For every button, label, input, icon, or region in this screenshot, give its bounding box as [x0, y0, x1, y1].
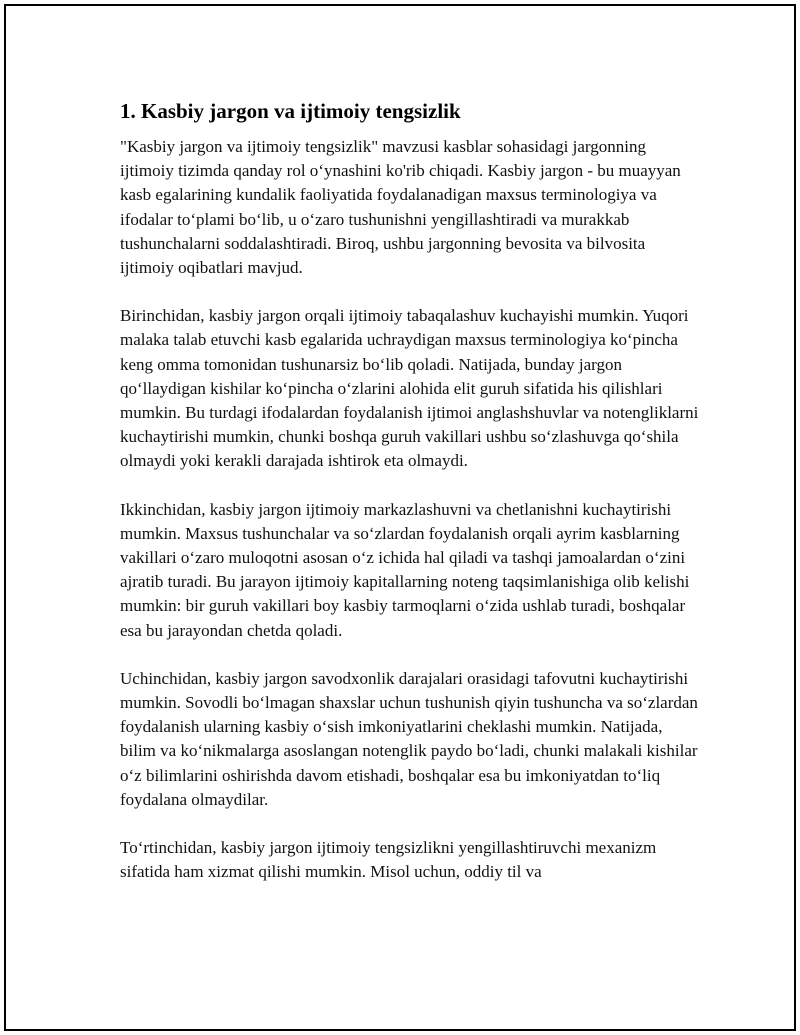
paragraph-fourth: Toʻrtinchidan, kasbiy jargon ijtimoiy tengsizlikni yengillashtiruvchi mexanizm sifatida ham xizmat qilishi mumkin. Misol uchun, oddiy til va — [120, 838, 657, 882]
section-heading: 1. Kasbiy jargon va ijtimoiy tengsizlik — [120, 99, 461, 123]
document-body — [120, 97, 700, 908]
paragraph-third: Uchinchidan, kasbiy jargon savodxonlik darajalari orasidagi tafovutni kuchaytirishi mumkin. Sovodli boʻlmagan shaxslar uchun tushunish qiyin tushuncha va soʻzlardan foydalanish ularning kasbiy oʻsish imkoniyatlarini cheklashi mumkin. Natijada, bilim va koʻnikmalarga asoslangan notenglik paydo boʻladi, chunki malakali kishilar oʻz bilimlarini oshirishda davom etishadi, boshqalar esa bu imkoniyatdan toʻliq foydalana olmaydilar. — [120, 668, 698, 809]
paragraph-intro: "Kasbiy jargon va ijtimoiy tengsizlik" mavzusi kasblar sohasidagi jargonning ijtimoiy tizimda qanday rol oʻynashini ko'rib chiqadi. Kasbiy jargon - bu muayyan kasb egalarining kundalik faoliyatida foydalanadigan maxsus terminologiya va ifodalar toʻplami boʻlib, u oʻzaro tushunishni yengillashtiradi va murakkab tushunchalarni soddalashtiradi. Biroq, ushbu jargonning bevosita va bilvosita ijtimoiy oqibatlari mavjud. — [120, 137, 681, 278]
paragraph-second: Ikkinchidan, kasbiy jargon ijtimoiy markazlashuvni va chetlanishni kuchaytirishi mumkin. Maxsus tushunchalar va soʻzlardan foydalanish orqali ayrim kasblarning vakillari oʻzaro muloqotni asosan oʻz ichida hal qiladi va tashqi jamoalardan oʻzini ajratib turadi. Bu jarayon ijtimoiy kapitallarning noteng taqsimlanishiga olib kelishi mumkin: bir guruh vakillari boy kasbiy tarmoqlarni oʻzida ushlab turadi, boshqalar esa bu jarayondan chetda qoladi. — [120, 499, 690, 640]
paragraph-first: Birinchidan, kasbiy jargon orqali ijtimoiy tabaqalashuv kuchayishi mumkin. Yuqori malaka talab etuvchi kasb egalarida uchraydigan maxsus terminologiya koʻpincha keng omma tomonidan tushunarsiz boʻlib qoladi. Natijada, bunday jargon qoʻllaydigan kishilar koʻpincha oʻzlarini alohida elit guruh sifatida his qilishlari mumkin. Bu turdagi ifodalardan foydalanish ijtimoi anglashshuvlar va notengliklarni kuchaytirishi mumkin, chunki boshqa guruh vakillari ushbu soʻzlashuvga qoʻshila olmaydi yoki kerakli darajada ishtirok eta olmaydi. — [120, 306, 699, 471]
document-page — [4, 4, 796, 1031]
